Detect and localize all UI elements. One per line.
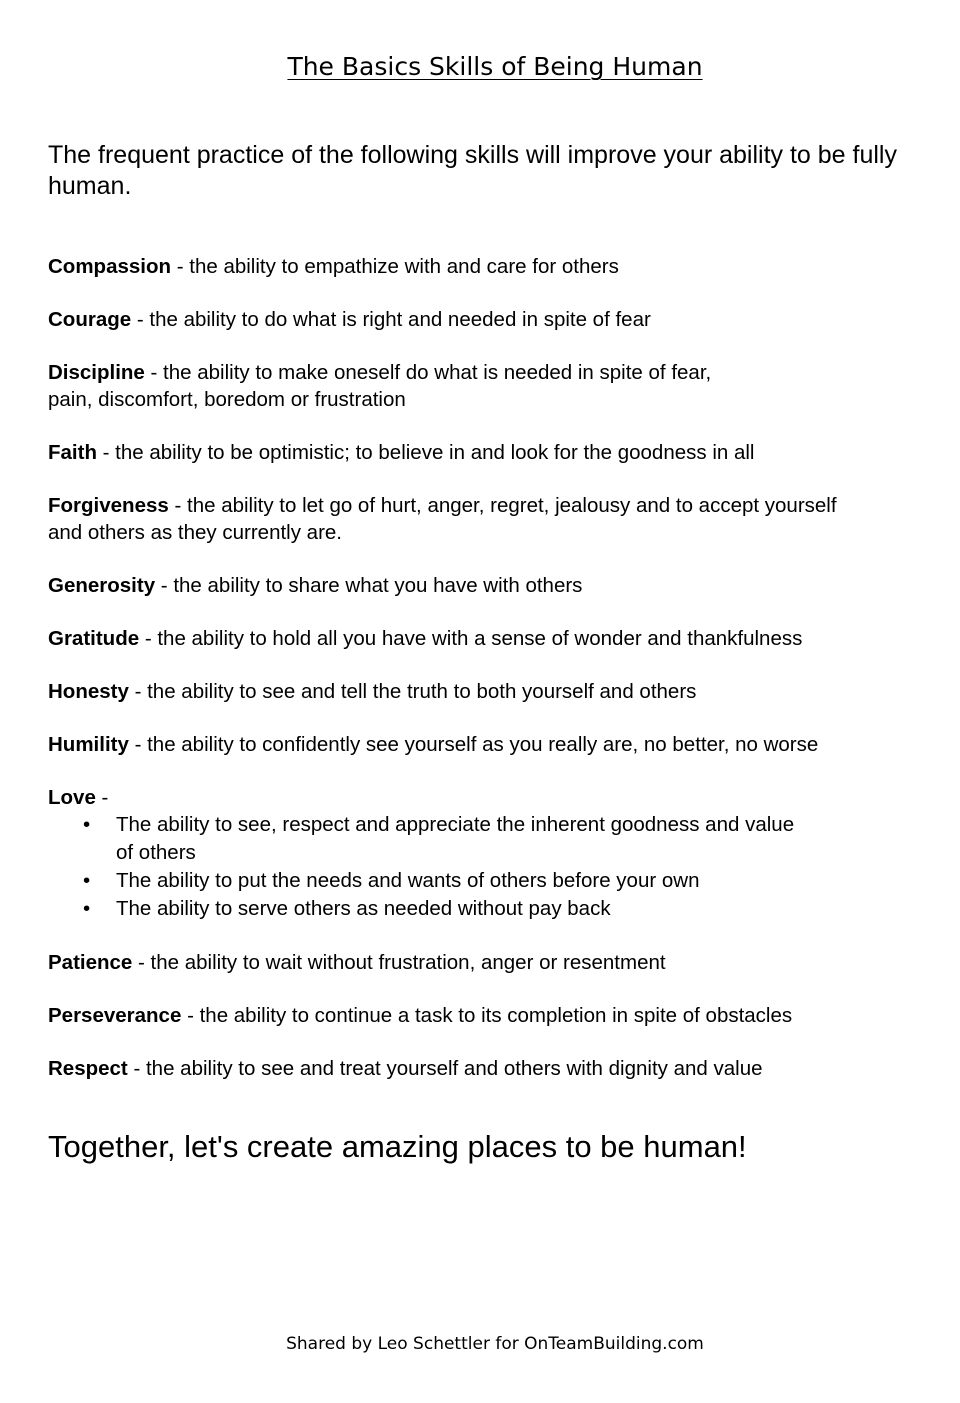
skill-generosity — [48, 572, 948, 599]
skills-list — [48, 253, 948, 1108]
list-item-text-continued: of others — [116, 841, 196, 864]
skill-definition-continued: and others as they currently are. — [48, 521, 342, 544]
skill-definition: - the ability to confidently see yourself as you really are, no better, no worse — [128, 733, 819, 756]
skill-honesty — [48, 678, 948, 705]
list-item-text: The ability to see, respect and appreciate the inherent goodness and value — [116, 813, 795, 836]
skill-definition: - the ability to be optimistic; to believe in and look for the goodness in all — [96, 441, 755, 464]
skill-discipline — [48, 359, 948, 413]
skill-definition: - the ability to empathize with and care for others — [171, 255, 619, 278]
bullet-icon: • — [83, 813, 91, 836]
skill-term: Forgiveness — [48, 494, 169, 517]
list-item — [83, 811, 948, 867]
skill-definition: - the ability to let go of hurt, anger, regret, jealousy and to accept yourself — [168, 494, 837, 517]
skill-definition: - the ability to wait without frustration, anger or resentment — [132, 951, 666, 974]
bullet-icon: • — [83, 897, 91, 920]
skill-term: Patience — [48, 951, 133, 974]
skill-patience — [48, 949, 948, 976]
skill-definition: - the ability to continue a task to its completion in spite of obstacles — [181, 1004, 793, 1027]
list-item — [83, 867, 948, 895]
skill-term: Honesty — [48, 680, 129, 703]
skill-term: Gratitude — [48, 627, 140, 650]
intro-paragraph: The frequent practice of the following skills will improve your ability to be fully human. — [48, 141, 897, 200]
skill-faith — [48, 439, 948, 466]
skill-term: Courage — [48, 308, 132, 331]
skill-definition: - the ability to see and tell the truth to both yourself and others — [128, 680, 697, 703]
list-item-text: The ability to serve others as needed without pay back — [116, 897, 611, 920]
document-title: The Basics Skills of Being Human — [287, 52, 703, 81]
skill-forgiveness — [48, 492, 948, 546]
love-bullet-list — [48, 811, 948, 923]
skill-definition: - — [95, 786, 109, 809]
skill-term: Generosity — [48, 574, 156, 597]
skill-humility — [48, 731, 948, 758]
skill-term: Humility — [48, 733, 129, 756]
skill-term: Discipline — [48, 361, 145, 384]
skill-definition: - the ability to see and treat yourself and others with dignity and value — [127, 1057, 763, 1080]
skill-courage — [48, 306, 948, 333]
skill-definition: - the ability to hold all you have with a sense of wonder and thankfulness — [139, 627, 803, 650]
love-heading — [48, 784, 948, 811]
bullet-icon: • — [83, 869, 91, 892]
skill-perseverance — [48, 1002, 948, 1029]
skill-definition: - the ability to do what is right and needed in spite of fear — [131, 308, 651, 331]
skill-term: Love — [48, 786, 96, 809]
list-item-text: The ability to put the needs and wants of others before your own — [116, 869, 700, 892]
skill-term: Perseverance — [48, 1004, 182, 1027]
skill-love — [48, 784, 948, 923]
closing-statement: Together, let's create amazing places to be human! — [48, 1129, 747, 1164]
skill-term: Compassion — [48, 255, 172, 278]
skill-term: Faith — [48, 441, 97, 464]
skill-definition: - the ability to make oneself do what is needed in spite of fear, — [144, 361, 712, 384]
footer-credit: Shared by Leo Schettler for OnTeamBuilding.com — [286, 1334, 704, 1354]
skill-definition-continued: pain, discomfort, boredom or frustration — [48, 388, 406, 411]
skill-term: Respect — [48, 1057, 128, 1080]
skill-definition: - the ability to share what you have with others — [155, 574, 583, 597]
skill-gratitude — [48, 625, 948, 652]
skill-respect — [48, 1055, 948, 1082]
list-item — [83, 895, 948, 923]
skill-compassion — [48, 253, 948, 280]
